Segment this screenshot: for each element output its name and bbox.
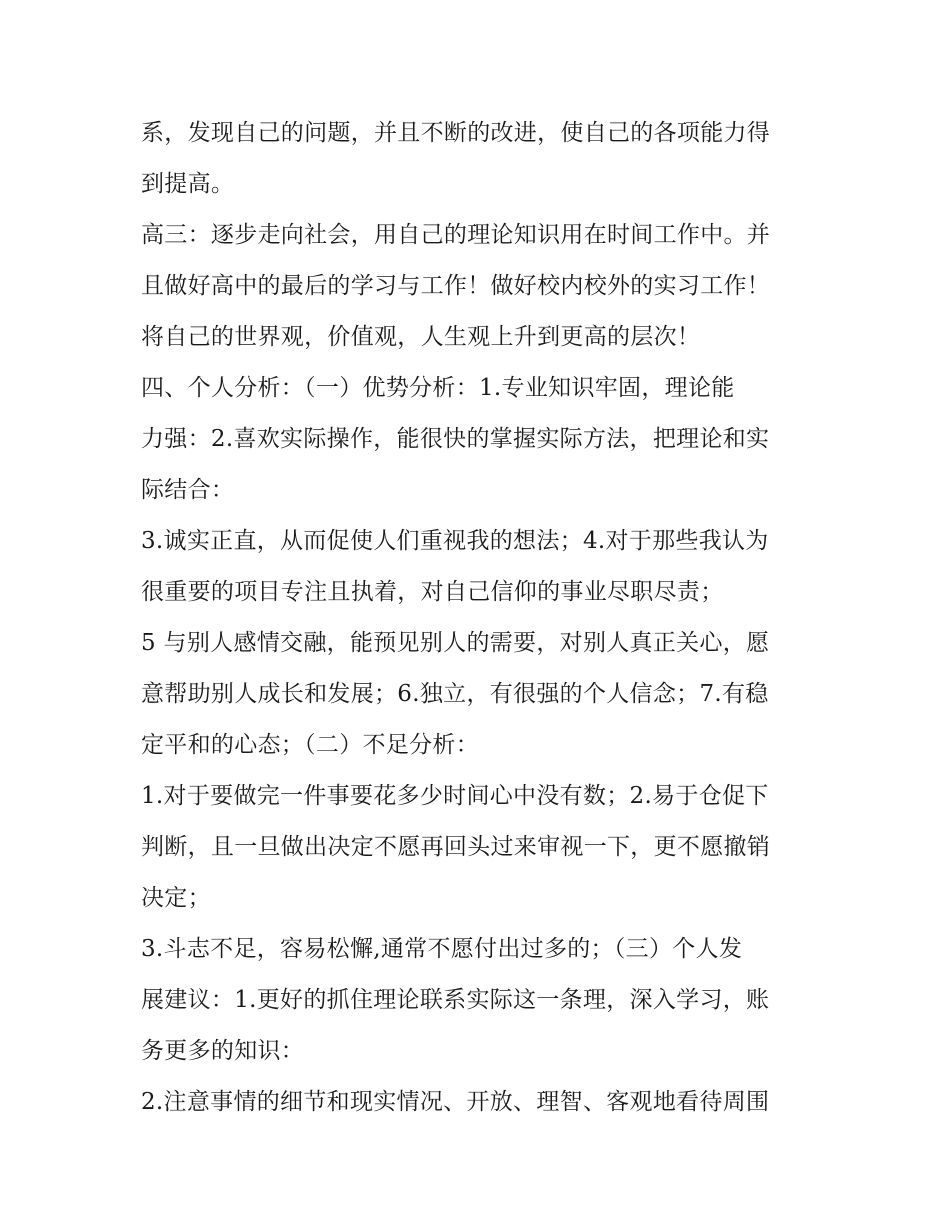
text-line: 系，发现自己的问题，并且不断的改进，使自己的各项能力得 xyxy=(141,120,771,146)
text-line: 到提高。 xyxy=(141,171,235,197)
text-line: 四、个人分析：（一）优势分析：1.专业知识牢固，理论能 xyxy=(141,375,735,401)
text-line: 务更多的知识： xyxy=(141,1038,305,1064)
text-line: 展建议：1.更好的抓住理论联系实际这一条理，深入学习，账 xyxy=(141,987,770,1013)
text-line: 际结合： xyxy=(141,477,235,503)
text-line: 高三：逐步走向社会，用自己的理论知识用在时间工作中。并 xyxy=(141,222,771,248)
text-line: 5 与别人感情交融，能预见别人的需要，对别人真正关心，愿 xyxy=(141,630,770,656)
text-line: 将自己的世界观，价值观，人生观上升到更高的层次！ xyxy=(141,324,701,350)
text-line: 判断，且一旦做出决定不愿再回头过来审视一下，更不愿撤销 xyxy=(141,834,771,860)
text-line: 且做好高中的最后的学习与工作！做好校内校外的实习工作！ xyxy=(141,273,771,299)
text-line: 3.诚实正直，从而促使人们重视我的想法；4.对于那些我认为 xyxy=(141,528,769,554)
text-line: 2.注意事情的细节和现实情况、开放、理智、客观地看待周围 xyxy=(141,1089,770,1115)
text-line: 定平和的心态；（二）不足分析： xyxy=(141,732,479,758)
text-line: 力强：2.喜欢实际操作，能很快的掌握实际方法，把理论和实 xyxy=(141,426,770,452)
body-text xyxy=(141,108,821,1128)
text-line: 3.斗志不足，容易松懈,通常不愿付出过多的；（三）个人发 xyxy=(141,936,743,962)
text-line: 意帮助别人成长和发展；6.独立，有很强的个人信念；7.有稳 xyxy=(141,681,769,707)
text-line: 决定； xyxy=(141,885,211,911)
text-line: 很重要的项目专注且执着，对自己信仰的事业尽职尽责； xyxy=(141,579,724,605)
text-line: 1.对于要做完一件事要花多少时间心中没有数；2.易于仓促下 xyxy=(141,783,769,809)
